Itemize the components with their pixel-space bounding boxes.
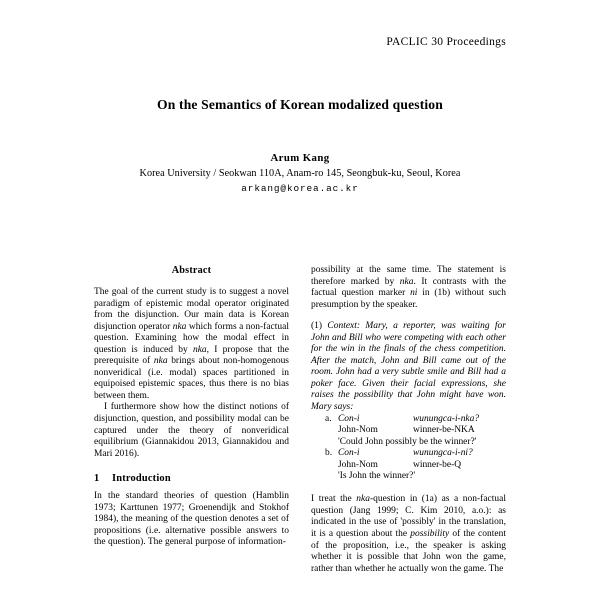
author-block <box>70 152 530 194</box>
right-closing-paragraph: I treat the nka-question in (1a) as a non-factual question (Jang 1999; C. Kim 2010, a.o.): as indicated in the use of 'possibly' in the translation, it is a question about the possibility of the content of the proposition, i.e., the speaker is asking whether it is possible that John won the game, rather than whether he actually won the game. The <box>311 494 506 574</box>
gloss-translation-row <box>325 425 506 437</box>
gloss-2: winner-be-NKA <box>413 425 475 436</box>
author-affiliation: Korea University / Seokwan 110A, Anam-ro 145, Seongbuk-ku, Seoul, Korea <box>139 168 461 179</box>
paragraph-gap <box>311 483 506 495</box>
example-item-a <box>325 414 506 449</box>
gloss-1: John-Nom <box>338 459 378 470</box>
section-heading-introduction <box>94 473 289 484</box>
section-title: Introduction <box>112 473 171 485</box>
gloss-spacer <box>325 425 338 437</box>
page-title: On the Semantics of Korean modalized question <box>157 97 443 112</box>
running-head: PACLIC 30 Proceedings <box>386 36 506 48</box>
right-opening-paragraph: possibility at the same time. The statement is therefore marked by nka. It contrasts with the factual question marker ni in (1b) without such presumption by the speaker. <box>311 265 507 310</box>
gloss-source-1: Con-i <box>338 413 360 424</box>
example-item-label: b. <box>325 448 333 459</box>
gloss-source-2: wunungca-i-nka? <box>413 413 480 424</box>
title-block <box>94 96 506 114</box>
gloss-source-1: Con-i <box>338 448 360 459</box>
example-number: (1) <box>311 321 323 332</box>
right-column <box>311 265 506 605</box>
gloss-1: John-Nom <box>338 425 378 436</box>
left-column <box>94 265 289 605</box>
body-columns <box>94 265 506 605</box>
gloss-source-2: wunungca-i-ni? <box>413 448 473 459</box>
introduction-paragraph: In the standard theories of question (Hamblin 1973; Karttunen 1977; Groenendijk and Stokhof 1984), the meaning of the question denotes a set of propositions (i.e. alternative possible answers to the question). The general purpose of information- <box>94 491 289 548</box>
gloss-spacer <box>325 460 338 472</box>
abstract-paragraph-2: I furthermore show how the distinct notions of disjunction, question, and possibility modal can be captured under the theory of nonveridical equilibrium (Giannakidou 2013, Giannakidou and Mari 2016). <box>94 402 289 459</box>
gloss-source-row <box>325 414 506 426</box>
example-free-translation: 'Is John the winner?' <box>338 471 416 482</box>
example-context <box>311 321 506 413</box>
author-name: Arum Kang <box>270 152 330 164</box>
section-number: 1 <box>94 473 100 485</box>
abstract-paragraph-1: The goal of the current study is to suggest a novel paradigm of epistemic modal operator originated from the disjunction. Our main data is Korean disjunction operator nka which forms a non-factual question. Examining how the modal effect in question is induced by nka, I propose that the prerequisite of nka brings about non-homogenous nonveridical (i.e. modal) spaces partitioned in equipoised epistemic spaces, thus there is no bias between them. <box>94 287 289 401</box>
example-block-1 <box>311 321 506 483</box>
example-context-label: Context: <box>327 321 361 332</box>
example-item-b <box>325 448 506 483</box>
gloss-2: winner-be-Q <box>413 459 462 470</box>
example-free-translation: 'Could John possibly be the winner?' <box>338 436 477 447</box>
author-email: arkang@korea.ac.kr <box>241 183 359 194</box>
gloss-source-row <box>325 448 506 460</box>
example-item-label: a. <box>325 413 332 424</box>
example-items <box>311 414 506 483</box>
abstract-heading: Abstract <box>171 265 212 276</box>
gloss-translation-row <box>325 460 506 472</box>
example-context-text: Mary, a reporter, was waiting for John and Bill who were competing with each other for the win in the finals of the chess competition. After the match, John and Bill came out of the room. John had a very subtle smile and Bill had a poker face. Given their facial expressions, she raises the possibility that John might have won. Mary says: <box>311 321 506 413</box>
